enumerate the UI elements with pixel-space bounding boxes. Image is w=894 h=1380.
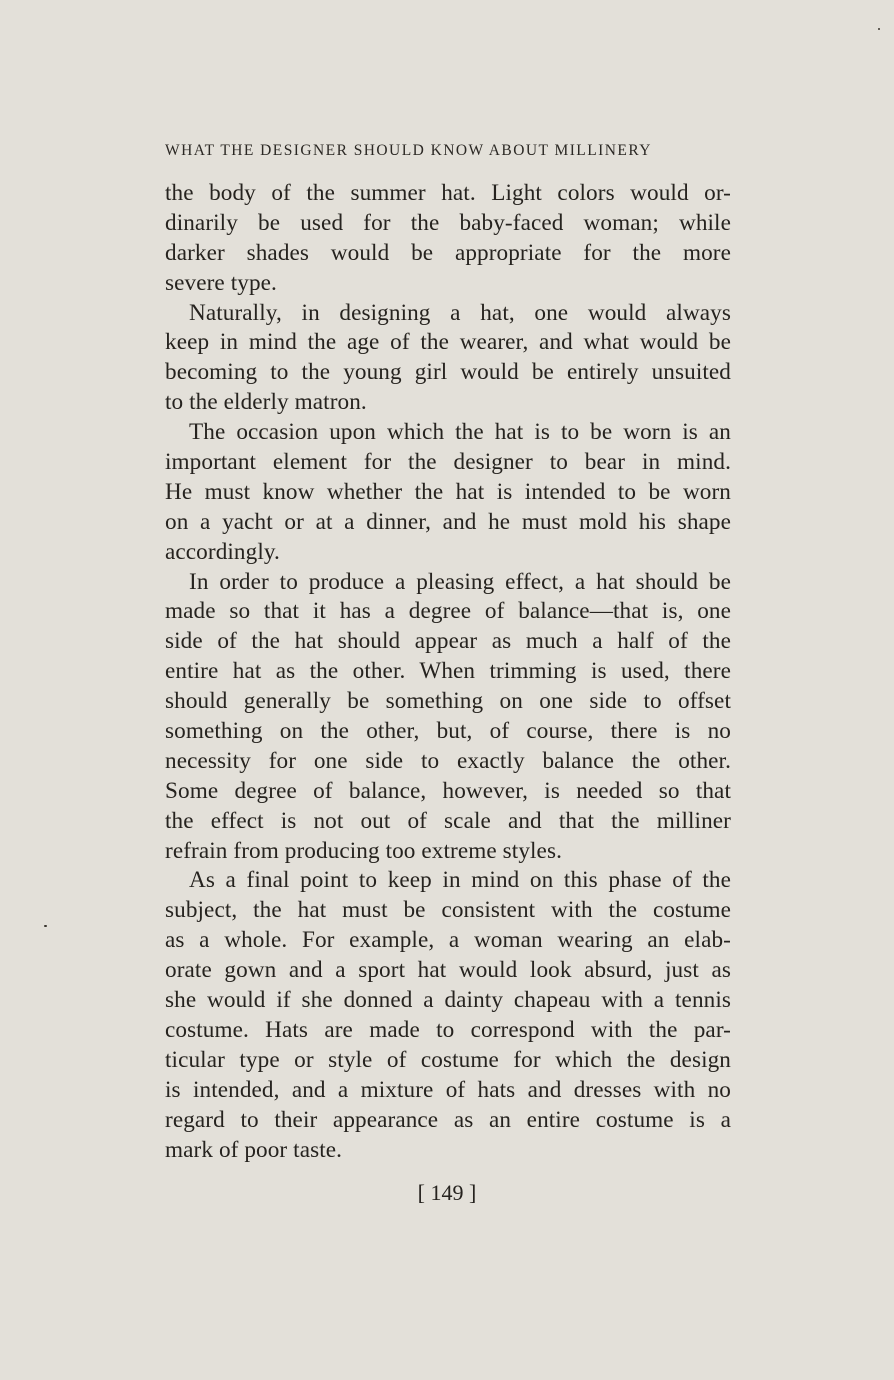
text-line: subject, the hat must be consistent with the costume [165,897,731,924]
text-line: refrain from producing too extreme styles. [165,837,562,864]
paragraph [165,568,731,867]
text-line: Naturally, in designing a hat, one would always [189,299,731,326]
paragraph [165,418,731,567]
text-line: Some degree of balance, however, is needed so that [165,777,731,804]
text-line: costume. Hats are made to correspond with the par- [165,1016,731,1043]
text-line: He must know whether the hat is intended to be worn [165,478,731,505]
text-line: mark of poor taste. [165,1136,343,1163]
text-line: made so that it has a degree of balance—that is, one [165,598,731,625]
text-line: the body of the summer hat. Light colors would or- [165,180,731,206]
text-line: as a whole. For example, a woman wearing an elab- [165,927,731,954]
text-line: As a final point to keep in mind on this phase of the [189,867,731,894]
running-head: WHAT THE DESIGNER SHOULD KNOW ABOUT MILLINERY [165,142,652,159]
text-line: becoming to the young girl would be entirely unsuited [165,359,731,386]
body-text [165,179,731,1165]
text-line: on a yacht or at a dinner, and he must mold his shape [165,508,731,535]
text-line: important element for the designer to bear in mind. [165,449,731,476]
text-line: to the elderly matron. [165,389,367,416]
margin-speck [44,925,47,927]
text-line: In order to produce a pleasing effect, a hat should be [189,568,731,595]
text-line: dinarily be used for the baby-faced woman; while [165,209,731,236]
paragraph [165,299,731,419]
text-line: orate gown and a sport hat would look absurd, just as [165,957,731,984]
text-line: necessity for one side to exactly balance the other. [165,747,731,774]
margin-speck [878,28,880,30]
text-line: darker shades would be appropriate for the more [165,239,731,266]
text-line: she would if she donned a dainty chapeau with a tennis [165,987,731,1014]
text-line: side of the hat should appear as much a half of the [165,628,731,655]
page-number: [ 149 ] [417,1180,477,1205]
text-line: the effect is not out of scale and that the milliner [165,807,731,834]
text-line: something on the other, but, of course, there is no [165,718,731,745]
paragraph [165,866,731,1165]
text-line: severe type. [165,269,277,296]
text-line: regard to their appearance as an entire costume is a [165,1106,731,1133]
text-line: The occasion upon which the hat is to be worn is an [189,419,731,446]
text-line: is intended, and a mixture of hats and dresses with no [165,1076,731,1103]
text-line: keep in mind the age of the wearer, and what would be [165,329,731,356]
text-line: ticular type or style of costume for which the design [165,1046,731,1073]
text-line: should generally be something on one side to offset [165,688,731,715]
text-line: accordingly. [165,538,280,565]
text-line: entire hat as the other. When trimming is used, there [165,658,731,685]
paragraph [165,179,731,299]
